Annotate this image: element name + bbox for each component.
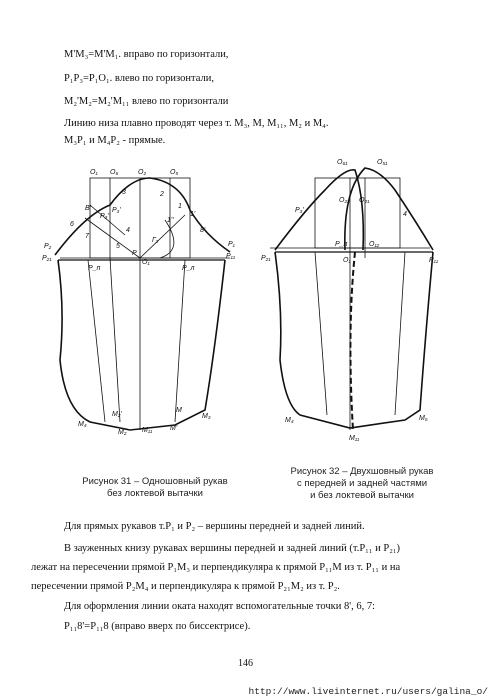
- fig32-label-4: 4: [403, 211, 407, 218]
- caption-31-line-2: без локтевой вытачки: [107, 488, 203, 499]
- fig31-label-1p: 1': [190, 211, 196, 218]
- fig31-label-p: P: [132, 250, 137, 257]
- body-line-6: P₁₁8'=P₁₁8 (вправо вверх по биссектрисе).: [64, 621, 251, 632]
- figure-31-sleeve-pattern: [30, 160, 255, 445]
- caption-32-line-3: и без локтевой вытачки: [310, 490, 414, 501]
- fig31-label-b: B': [85, 205, 92, 212]
- page-number: 146: [238, 658, 253, 669]
- fig31-label-pn: P_п: [88, 265, 101, 272]
- text-line-5: M₃P₁ и M₄P₂ - прямые.: [64, 135, 166, 146]
- fig31-label-p2: P₂: [44, 243, 52, 250]
- fig31-label-p11: P₁₁: [226, 253, 236, 260]
- fig31-label-m: M: [176, 407, 182, 414]
- fig31-label-o5: O₅: [170, 169, 179, 176]
- fig31-label-6: 6: [70, 221, 74, 228]
- body-line-3: лежат на пересечении прямой P₁M₃ и перпендикуляра к прямой P₁₁M из т. P₁₁ и на: [31, 562, 401, 573]
- fig32-label-m11: M₁₁: [349, 435, 360, 442]
- fig32-label-p11: P₁₁: [429, 257, 439, 264]
- fig31-label-5: 5: [116, 243, 120, 250]
- fig32-label-o11: O₁₂: [369, 241, 380, 248]
- body-line-2: В зауженных книзу рукавах вершины передней и задней линий (т.P₁₁ и P₂₁): [64, 543, 401, 554]
- fig31-label-g: Г₂: [152, 237, 159, 244]
- fig31-label-o6: O₆: [110, 169, 119, 176]
- caption-32-line-2: с передней и задней частями: [296, 478, 428, 489]
- fig32-label-p21: P₂₁: [261, 255, 271, 262]
- figure-32-caption: [262, 466, 462, 502]
- fig32-label-o21: O₂₁: [359, 197, 370, 204]
- fig31-label-p3b: P₃'': [100, 213, 111, 220]
- body-line-4: пересечении прямой P₂M₄ и перпендикуляра к прямой P₂₁M₂ из т. P₂.: [31, 581, 340, 592]
- fig31-label-3: 3: [122, 189, 126, 196]
- figure-31-caption: [60, 476, 250, 500]
- body-line-5: Для оформления линии оката находят вспомогательные точки 8', 6, 7:: [64, 601, 376, 612]
- text-line-1: M'M₃=M'M₁. вправо по горизонтали,: [64, 49, 229, 60]
- fig31-label-m3: M₃: [202, 413, 211, 420]
- fig32-label-o61: O₆₁: [337, 159, 348, 166]
- fig32-label-o51: O₅₁: [377, 159, 388, 166]
- fig31-label-o1: O₁: [90, 169, 98, 176]
- caption-31-line-1: Рисунок 31 – Одношовный рукав: [82, 476, 228, 487]
- text-line-3: M₂'M₂=M₂'M₁₁ влево по горизонтали: [64, 96, 229, 107]
- figure-32-sleeve-pattern: [255, 150, 455, 445]
- fig31-label-mp: M': [170, 425, 178, 432]
- fig32-label-o22: O₂₂: [339, 197, 350, 204]
- fig31-label-4: 4: [126, 227, 130, 234]
- fig31-label-1: 1: [178, 203, 182, 210]
- fig31-label-m2p: M₂': [112, 411, 122, 418]
- fig31-label-o2: O₂: [138, 169, 147, 176]
- fig32-label-pp: P₃': [295, 207, 304, 214]
- fig31-label-pl: P_л: [182, 265, 195, 272]
- fig31-label-m2: M₂: [118, 429, 127, 436]
- fig31-label-m11: M₁₁: [142, 427, 153, 434]
- fig31-label-p21: P₂₁: [42, 255, 52, 262]
- fig31-label-8: 8': [200, 227, 206, 234]
- text-line-4: Линию низа плавно проводят через т. M₃, M, M₁₁, M₂ и M₄.: [64, 118, 329, 129]
- text-line-2: P₁P₃=P₁O₁. влево по горизонтали,: [64, 73, 214, 84]
- caption-32-line-1: Рисунок 32 – Двухшовный рукав: [290, 466, 434, 477]
- fig32-label-o1: O₁: [343, 257, 351, 264]
- body-line-1: Для прямых рукавов т.P₁ и P₂ – вершины передней и задней линий.: [64, 521, 365, 532]
- source-url: http://www.liveinternet.ru/users/galina_o/: [248, 686, 488, 697]
- fig32-label-m4: M₄: [285, 417, 294, 424]
- fig31-label-o1b: O₁: [142, 259, 150, 266]
- fig31-label-7: 7: [85, 233, 89, 240]
- fig31-label-2: 2: [160, 191, 164, 198]
- fig32-label-pn: P_п: [335, 241, 348, 248]
- fig31-label-p3: P₃': [112, 207, 121, 214]
- fig31-label-p1: P₁: [228, 241, 235, 248]
- fig31-label-1pp: 1'': [167, 217, 174, 224]
- fig32-label-m5: M₅: [419, 415, 428, 422]
- fig31-label-m4: M₄: [78, 421, 87, 428]
